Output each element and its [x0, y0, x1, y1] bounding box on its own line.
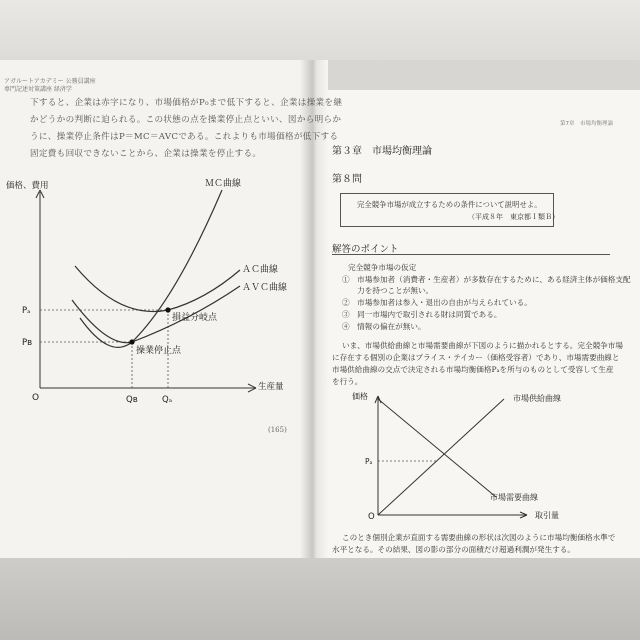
footer-line: 水平となる。その結果、図の影の部分の面積だけ超過利潤が発生する。: [332, 545, 575, 554]
explanation-line: 市場供給曲線の交点で決定される市場均衡価格Pₐを所与のものとして受容して生産: [332, 365, 614, 374]
footer-line: このとき個別企業が直面する需要曲線の形状は次図のように市場均衡価格水準で: [342, 533, 616, 542]
question-source: （平成８年 東京都Ｉ類Ｂ）: [468, 213, 559, 221]
assumption-item: ④ 情報の偏在が無い。: [342, 322, 426, 331]
left-page-number: (165): [268, 426, 287, 434]
left-header-line2: 専門記述対策講座 経済学: [4, 86, 72, 93]
origin-label: O: [32, 393, 40, 403]
explanation-line: いま、市場供給曲線と市場需要曲線が下図のように描かれるとする。完全競争市場: [342, 341, 623, 350]
heading-rule: [332, 254, 610, 255]
answer-heading: 解答のポイント: [332, 244, 399, 255]
assumption-item: ③ 同一市場内で取引される財は同質である。: [342, 310, 502, 319]
desk-background-bottom: [0, 558, 640, 640]
x-axis-arrow: [248, 384, 256, 388]
cost-curve-graph: [0, 170, 300, 420]
origin-label: O: [368, 512, 375, 522]
assumption-item: ② 市場参加者は参入・退出の自由が与えられている。: [342, 298, 532, 307]
question-text: 完全競争市場が成立するための条件について説明せよ。: [357, 200, 542, 209]
explanation-line: を行う。: [332, 377, 363, 386]
mc-curve: [80, 190, 222, 347]
pa-tick-label: Pₐ: [365, 457, 373, 466]
avc-curve-label: ＡＶＣ曲線: [242, 283, 288, 293]
qb-tick-label: Qʙ: [126, 395, 138, 405]
pa-tick-label: Pₐ: [22, 306, 31, 316]
left-paragraph-line: 下すると、企業は赤字になり、市場価格がP₀まで低下すると、企業は操業を継: [30, 98, 343, 108]
right-running-header: 第7章 市場均衡理論: [560, 121, 613, 127]
demand-curve: [378, 399, 496, 497]
assumption-item: 力を持つことが無い。: [342, 286, 434, 295]
ac-curve-label: ＡＣ曲線: [242, 265, 279, 275]
supply-curve: [378, 399, 504, 515]
left-paragraph-line: かどうかの判断に迫られる。この状態の点を操業停止点といい、図から明らか: [30, 115, 342, 125]
x-axis-label: 生産量: [258, 382, 284, 392]
problem-number: 第８問: [332, 174, 362, 185]
pb-tick-label: Pʙ: [22, 338, 33, 348]
mc-curve-label: ＭＣ曲線: [205, 179, 242, 189]
shutdown-point-label: 操業停止点: [136, 346, 182, 356]
qa-tick-label: Qₐ: [162, 395, 173, 405]
x-axis-label: 取引量: [535, 511, 559, 520]
explanation-line: に存在する個別の企業はプライス・テイカー（価格受容者）であり、市場需要曲線と: [332, 353, 620, 362]
desk-background-top: [0, 0, 640, 60]
ac-curve: [75, 266, 240, 312]
assumptions-title: 完全競争市場の仮定: [348, 263, 417, 272]
y-axis-arrow: [40, 190, 44, 198]
supply-demand-graph: [330, 385, 620, 525]
left-header-line1: アガルートアカデミー 公務員講座: [4, 78, 96, 85]
chapter-heading: 第３章 市場均衡理論: [332, 146, 432, 157]
supply-curve-label: 市場供給曲線: [513, 394, 561, 403]
break-even-point-label: 損益分岐点: [172, 313, 218, 323]
shutdown-point-marker: [129, 339, 134, 344]
left-paragraph-line: 固定費も回収できないことから、企業は操業を停止する。: [30, 149, 262, 159]
demand-curve-label: 市場需要曲線: [490, 493, 538, 502]
y-axis-arrow: [36, 190, 40, 198]
y-axis-label: 価格: [352, 392, 368, 401]
x-axis-arrow: [248, 388, 256, 392]
y-axis-label: 価格、費用: [6, 181, 49, 191]
break-even-point-marker: [165, 307, 170, 312]
left-paragraph-line: うに、操業停止条件はP＝MC＝AVCである。これよりも市場価格が低下する: [30, 132, 339, 142]
assumption-item: ① 市場参加者（消費者・生産者）が多数存在するために、ある経済主体が価格支配: [342, 275, 631, 284]
